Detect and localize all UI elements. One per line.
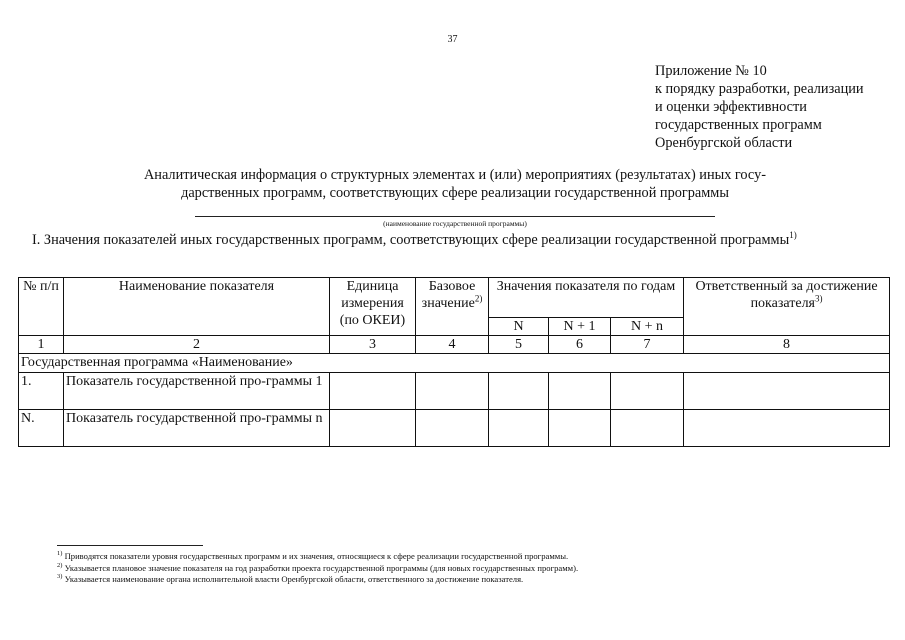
header-year-nn: N + n	[611, 318, 684, 336]
title-line-2: дарственных программ, соответствующих сфере реализации государственной программы	[181, 185, 729, 201]
appendix-header	[655, 62, 864, 152]
section-footnote-ref: 1)	[789, 230, 797, 241]
header-base	[416, 278, 489, 336]
program-name-underline	[195, 216, 715, 217]
section-heading	[32, 232, 797, 249]
document-title	[100, 166, 810, 202]
footnote-marker: 2)	[57, 561, 63, 569]
program-row-label: Государственная программа «Наименование»	[19, 354, 890, 373]
footnote-item	[57, 574, 578, 586]
cell-empty	[611, 373, 684, 410]
cell-empty	[330, 410, 416, 447]
header-responsible-text: Ответственный за достижение показателя	[695, 279, 878, 311]
footnote-marker: 3)	[57, 573, 63, 581]
title-line-1: Аналитическая информация о структурных элементах и (или) мероприятиях (результатах) иных госу-	[143, 167, 766, 183]
appendix-line: к порядку разработки, реализации	[655, 81, 864, 97]
footnote-marker: 1)	[57, 550, 63, 558]
cell-empty	[489, 410, 549, 447]
header-year-n: N	[489, 318, 549, 336]
cell-empty	[549, 410, 611, 447]
appendix-line: государственных программ	[655, 117, 822, 133]
footnote-text: Указывается наименование органа исполнительной власти Оренбургской области, ответственного за достижение показателя.	[62, 574, 524, 584]
cell-empty	[549, 373, 611, 410]
footnote-text: Указывается плановое значение показателя на год разработки проекта государственной программы (для новых государственных программ).	[62, 562, 579, 573]
cell-empty	[330, 373, 416, 410]
col-number: 5	[489, 336, 549, 354]
cell-empty	[416, 373, 489, 410]
row-num: 1.	[19, 373, 64, 410]
cell-empty	[416, 410, 489, 447]
column-number-row	[19, 336, 890, 354]
col-number: 3	[330, 336, 416, 354]
col-number: 8	[684, 336, 890, 354]
program-name-caption: (наименование государственной программы)	[383, 219, 527, 228]
cell-empty	[489, 373, 549, 410]
footnote-item	[57, 563, 578, 575]
appendix-line: Приложение № 10	[655, 63, 767, 79]
appendix-line: и оценки эффективности	[655, 99, 807, 115]
header-responsible	[684, 278, 890, 336]
col-number: 7	[611, 336, 684, 354]
header-year-n1: N + 1	[549, 318, 611, 336]
header-responsible-footnote-ref: 3)	[815, 293, 823, 304]
cell-empty	[684, 373, 890, 410]
page-number: 37	[447, 34, 458, 45]
program-row	[19, 354, 890, 373]
indicators-table	[18, 277, 890, 447]
col-number: 4	[416, 336, 489, 354]
cell-empty	[611, 410, 684, 447]
header-base-footnote-ref: 2)	[474, 293, 483, 304]
row-num: N.	[19, 410, 64, 447]
table-row	[19, 373, 890, 410]
header-name: Наименование показателя	[64, 278, 330, 336]
row-indicator-name: Показатель государственной про-граммы n	[64, 410, 330, 447]
cell-empty	[684, 410, 890, 447]
section-heading-text: I. Значения показателей иных государственных программ, соответствующих сфере реализации государственной программы	[32, 232, 790, 248]
header-values-group: Значения показателя по годам	[489, 278, 684, 318]
footnote-text: Приводятся показатели уровня государственных программ и их значения, относящиеся к сфере реализации государственной программы.	[62, 551, 569, 561]
header-num: № п/п	[19, 278, 64, 336]
row-indicator-name: Показатель государственной про-граммы 1	[64, 373, 330, 410]
col-number: 6	[549, 336, 611, 354]
footnotes	[57, 551, 578, 586]
col-number: 1	[19, 336, 64, 354]
header-unit: Единица измерения (по ОКЕИ)	[330, 278, 416, 336]
table-row	[19, 410, 890, 447]
footnote-item	[57, 551, 578, 563]
footnote-separator	[57, 545, 203, 546]
appendix-line: Оренбургской области	[655, 135, 793, 151]
header-base-text: Базовое значение	[421, 279, 476, 311]
col-number: 2	[64, 336, 330, 354]
